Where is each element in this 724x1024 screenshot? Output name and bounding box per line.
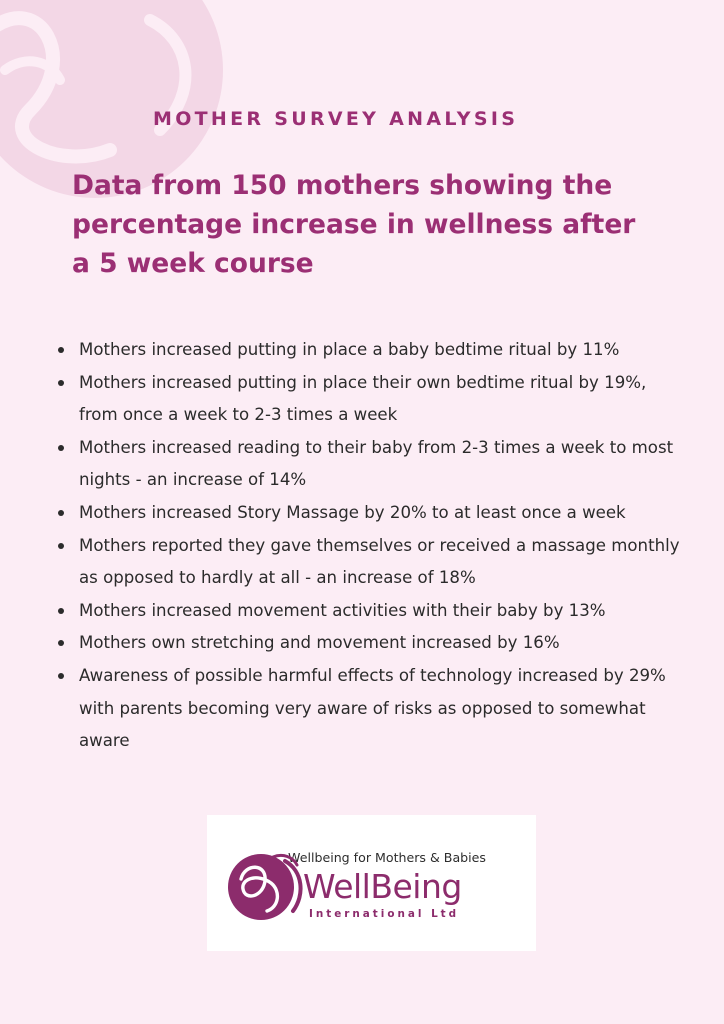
bullet-dot <box>58 640 64 646</box>
list-item <box>52 367 682 432</box>
finding-text: Mothers increased putting in place a baby bedtime ritual by 11% <box>79 340 620 359</box>
bullet-dot <box>58 445 64 451</box>
page-title-line: percentage increase in wellness after <box>72 209 636 240</box>
page-title-line: a 5 week course <box>72 248 314 279</box>
list-item <box>52 497 682 530</box>
list-item <box>52 432 682 497</box>
bullet-dot <box>58 380 64 386</box>
logo-wordmark: WellBeing <box>303 867 462 906</box>
page-title <box>72 166 692 283</box>
page-title-line: Data from 150 mothers showing the <box>72 170 613 201</box>
brand-logo <box>207 815 536 951</box>
swirl-circle-icon <box>227 849 307 923</box>
finding-text: Mothers increased reading to their baby from 2-3 times a week to most nights - an increase of 14% <box>79 437 674 490</box>
list-item <box>52 595 682 628</box>
list-item <box>52 334 682 367</box>
finding-text: Mothers increased putting in place their own bedtime ritual by 19%, from once a week to 2-3 times a week <box>79 372 647 425</box>
list-item <box>52 530 682 595</box>
finding-text: Mothers own stretching and movement increased by 16% <box>79 633 560 653</box>
bullet-dot <box>58 673 64 679</box>
bullet-dot <box>58 510 64 516</box>
list-item <box>52 627 682 660</box>
list-item <box>52 660 682 758</box>
finding-text: Mothers increased Story Massage by 20% to at least once a week <box>79 502 626 522</box>
section-eyebrow: MOTHER SURVEY ANALYSIS <box>153 108 519 130</box>
bullet-dot <box>58 608 64 614</box>
finding-text: Mothers increased movement activities with their baby by 13% <box>79 600 606 620</box>
finding-text: Awareness of possible harmful effects of technology increased by 29% with parents becoming very aware of risks as opposed to somewhat aware <box>79 665 666 751</box>
logo-tagline: Wellbeing for Mothers & Babies <box>288 850 486 865</box>
logo-subtitle: International Ltd <box>309 908 460 920</box>
bullet-dot <box>58 543 64 549</box>
bullet-dot <box>58 347 64 353</box>
finding-text: Mothers reported they gave themselves or received a massage monthly as opposed to hardly at all - an increase of 18% <box>79 535 680 588</box>
findings-list <box>52 334 682 758</box>
